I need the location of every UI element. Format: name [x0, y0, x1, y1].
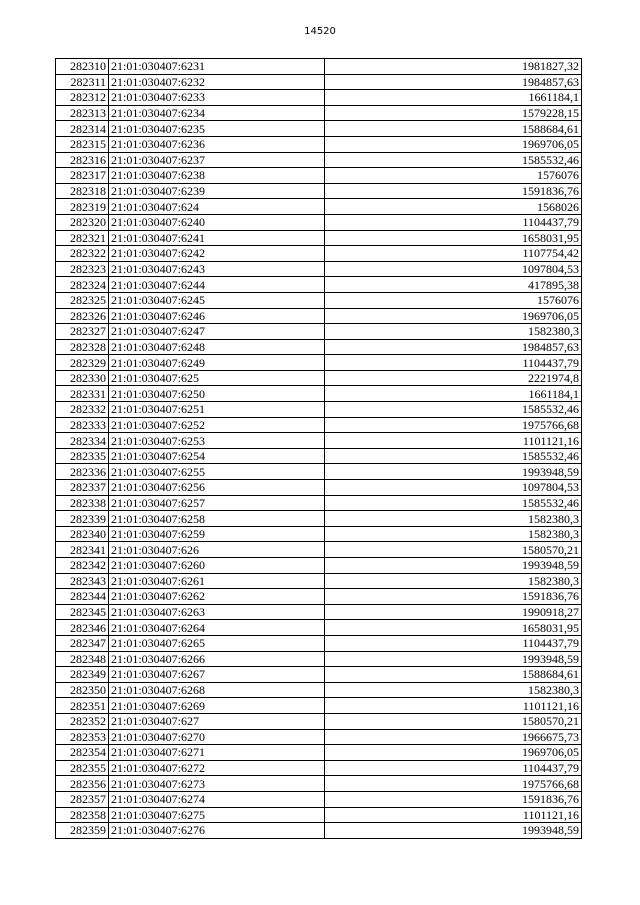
cadastral-number: 21:01:030407:6245: [109, 292, 325, 308]
table-row: [56, 121, 582, 137]
row-number: 282343: [56, 573, 109, 589]
row-number: 282327: [56, 324, 109, 340]
cadastral-number: 21:01:030407:6248: [109, 339, 325, 355]
cadastral-number: 21:01:030407:6247: [109, 324, 325, 340]
cadastral-number: 21:01:030407:6258: [109, 511, 325, 527]
row-number: 282341: [56, 542, 109, 558]
cadastral-value: 1097804,53: [325, 480, 582, 496]
cadastral-number: 21:01:030407:6260: [109, 558, 325, 574]
cadastral-number: 21:01:030407:6251: [109, 402, 325, 418]
row-number: 282331: [56, 386, 109, 402]
table-row: [56, 136, 582, 152]
cadastral-value: 1107754,42: [325, 246, 582, 262]
table-row: [56, 667, 582, 683]
table-row: [56, 651, 582, 667]
table-row: [56, 90, 582, 106]
cadastral-value: 1661184,1: [325, 90, 582, 106]
table-row: [56, 511, 582, 527]
cadastral-value: 1990918,27: [325, 604, 582, 620]
cadastral-number: 21:01:030407:6255: [109, 464, 325, 480]
table-row: [56, 74, 582, 90]
row-number: 282340: [56, 526, 109, 542]
cadastral-value: 1582380,3: [325, 573, 582, 589]
cadastral-number: 21:01:030407:6265: [109, 635, 325, 651]
cadastral-number: 21:01:030407:6264: [109, 620, 325, 636]
row-number: 282319: [56, 199, 109, 215]
cadastral-number: 21:01:030407:6234: [109, 105, 325, 121]
cadastral-number: 21:01:030407:6256: [109, 480, 325, 496]
cadastral-number: 21:01:030407:6268: [109, 682, 325, 698]
row-number: 282335: [56, 448, 109, 464]
row-number: 282316: [56, 152, 109, 168]
cadastral-value: 1981827,32: [325, 59, 582, 75]
cadastral-number: 21:01:030407:6262: [109, 589, 325, 605]
row-number: 282338: [56, 495, 109, 511]
cadastral-number: 21:01:030407:6241: [109, 230, 325, 246]
row-number: 282311: [56, 74, 109, 90]
cadastral-number: 21:01:030407:6276: [109, 823, 325, 839]
cadastral-number: 21:01:030407:6272: [109, 760, 325, 776]
table-row: [56, 791, 582, 807]
table-row: [56, 324, 582, 340]
cadastral-value: 1576076: [325, 168, 582, 184]
cadastral-number: 21:01:030407:6266: [109, 651, 325, 667]
table-row: [56, 823, 582, 839]
cadastral-number: 21:01:030407:6263: [109, 604, 325, 620]
cadastral-value: 1966675,73: [325, 729, 582, 745]
cadastral-value: 1576076: [325, 292, 582, 308]
cadastral-value: 1661184,1: [325, 386, 582, 402]
cadastral-value: 1975766,68: [325, 776, 582, 792]
cadastral-number: 21:01:030407:6252: [109, 417, 325, 433]
cadastral-number: 21:01:030407:6250: [109, 386, 325, 402]
cadastral-value: 417895,38: [325, 277, 582, 293]
cadastral-value: 1975766,68: [325, 417, 582, 433]
table-row: [56, 214, 582, 230]
row-number: 282354: [56, 745, 109, 761]
cadastral-number: 21:01:030407:6269: [109, 698, 325, 714]
row-number: 282348: [56, 651, 109, 667]
cadastral-value: 1580570,21: [325, 542, 582, 558]
cadastral-value: 1969706,05: [325, 308, 582, 324]
row-number: 282329: [56, 355, 109, 371]
cadastral-value: 1591836,76: [325, 791, 582, 807]
cadastral-number: 21:01:030407:6233: [109, 90, 325, 106]
row-number: 282345: [56, 604, 109, 620]
cadastral-number: 21:01:030407:6240: [109, 214, 325, 230]
cadastral-value: 1591836,76: [325, 183, 582, 199]
row-number: 282325: [56, 292, 109, 308]
row-number: 282328: [56, 339, 109, 355]
table-body: [56, 59, 582, 839]
cadastral-value: 1582380,3: [325, 324, 582, 340]
cadastral-number: 21:01:030407:6249: [109, 355, 325, 371]
table-row: [56, 448, 582, 464]
table-row: [56, 339, 582, 355]
cadastral-value: 1993948,59: [325, 464, 582, 480]
cadastral-number: 21:01:030407:6267: [109, 667, 325, 683]
row-number: 282346: [56, 620, 109, 636]
row-number: 282355: [56, 760, 109, 776]
table-row: [56, 433, 582, 449]
row-number: 282330: [56, 370, 109, 386]
cadastral-number: 21:01:030407:6239: [109, 183, 325, 199]
row-number: 282350: [56, 682, 109, 698]
table-row: [56, 246, 582, 262]
table-row: [56, 308, 582, 324]
table-row: [56, 370, 582, 386]
row-number: 282312: [56, 90, 109, 106]
row-number: 282349: [56, 667, 109, 683]
table-row: [56, 776, 582, 792]
cadastral-value: 1582380,3: [325, 682, 582, 698]
row-number: 282336: [56, 464, 109, 480]
row-number: 282317: [56, 168, 109, 184]
cadastral-value: 1993948,59: [325, 651, 582, 667]
cadastral-value: 1588684,61: [325, 121, 582, 137]
table-row: [56, 760, 582, 776]
cadastral-number: 21:01:030407:6254: [109, 448, 325, 464]
table-row: [56, 292, 582, 308]
cadastral-value: 1568026: [325, 199, 582, 215]
cadastral-value: 1104437,79: [325, 214, 582, 230]
page-number: 14520: [304, 26, 336, 37]
cadastral-number: 21:01:030407:6232: [109, 74, 325, 90]
cadastral-value: 1101121,16: [325, 433, 582, 449]
cadastral-value: 1588684,61: [325, 667, 582, 683]
row-number: 282326: [56, 308, 109, 324]
row-number: 282351: [56, 698, 109, 714]
cadastral-value: 1969706,05: [325, 136, 582, 152]
row-number: 282332: [56, 402, 109, 418]
row-number: 282359: [56, 823, 109, 839]
table-row: [56, 105, 582, 121]
cadastral-number: 21:01:030407:6237: [109, 152, 325, 168]
cadastral-value: 2221974,8: [325, 370, 582, 386]
cadastral-number: 21:01:030407:6243: [109, 261, 325, 277]
table-row: [56, 620, 582, 636]
table-row: [56, 152, 582, 168]
cadastral-number: 21:01:030407:6253: [109, 433, 325, 449]
row-number: 282344: [56, 589, 109, 605]
row-number: 282352: [56, 713, 109, 729]
cadastral-number: 21:01:030407:627: [109, 713, 325, 729]
table-row: [56, 542, 582, 558]
row-number: 282347: [56, 635, 109, 651]
cadastral-value: 1579228,15: [325, 105, 582, 121]
row-number: 282358: [56, 807, 109, 823]
cadastral-value: 1104437,79: [325, 355, 582, 371]
cadastral-number: 21:01:030407:6238: [109, 168, 325, 184]
table-row: [56, 698, 582, 714]
cadastral-value-table: [55, 58, 582, 839]
cadastral-value: 1101121,16: [325, 807, 582, 823]
row-number: 282313: [56, 105, 109, 121]
cadastral-value: 1582380,3: [325, 526, 582, 542]
cadastral-number: 21:01:030407:6274: [109, 791, 325, 807]
table-row: [56, 168, 582, 184]
cadastral-number: 21:01:030407:6231: [109, 59, 325, 75]
row-number: 282318: [56, 183, 109, 199]
cadastral-value: 1585532,46: [325, 402, 582, 418]
row-number: 282321: [56, 230, 109, 246]
cadastral-value: 1585532,46: [325, 448, 582, 464]
cadastral-number: 21:01:030407:6242: [109, 246, 325, 262]
cadastral-value: 1984857,63: [325, 74, 582, 90]
table-row: [56, 745, 582, 761]
table-row: [56, 277, 582, 293]
row-number: 282333: [56, 417, 109, 433]
cadastral-value: 1658031,95: [325, 230, 582, 246]
cadastral-value: 1969706,05: [325, 745, 582, 761]
cadastral-value: 1993948,59: [325, 823, 582, 839]
cadastral-number: 21:01:030407:6259: [109, 526, 325, 542]
cadastral-number: 21:01:030407:626: [109, 542, 325, 558]
table-row: [56, 589, 582, 605]
table-row: [56, 59, 582, 75]
row-number: 282324: [56, 277, 109, 293]
table-row: [56, 183, 582, 199]
cadastral-number: 21:01:030407:6261: [109, 573, 325, 589]
cadastral-value: 1101121,16: [325, 698, 582, 714]
cadastral-number: 21:01:030407:6236: [109, 136, 325, 152]
cadastral-number: 21:01:030407:6270: [109, 729, 325, 745]
cadastral-number: 21:01:030407:6275: [109, 807, 325, 823]
cadastral-value: 1591836,76: [325, 589, 582, 605]
table-row: [56, 199, 582, 215]
table-row: [56, 261, 582, 277]
row-number: 282314: [56, 121, 109, 137]
row-number: 282339: [56, 511, 109, 527]
cadastral-value: 1104437,79: [325, 760, 582, 776]
cadastral-value: 1658031,95: [325, 620, 582, 636]
row-number: 282323: [56, 261, 109, 277]
table-row: [56, 495, 582, 511]
cadastral-number: 21:01:030407:6246: [109, 308, 325, 324]
cadastral-value: 1585532,46: [325, 152, 582, 168]
table-row: [56, 464, 582, 480]
row-number: 282334: [56, 433, 109, 449]
cadastral-number: 21:01:030407:6244: [109, 277, 325, 293]
table-row: [56, 402, 582, 418]
cadastral-number: 21:01:030407:6257: [109, 495, 325, 511]
cadastral-value: 1582380,3: [325, 511, 582, 527]
cadastral-value: 1984857,63: [325, 339, 582, 355]
cadastral-number: 21:01:030407:624: [109, 199, 325, 215]
table-row: [56, 558, 582, 574]
table-row: [56, 355, 582, 371]
table-row: [56, 386, 582, 402]
table-row: [56, 573, 582, 589]
cadastral-value: 1104437,79: [325, 635, 582, 651]
table-row: [56, 682, 582, 698]
table-row: [56, 713, 582, 729]
row-number: 282320: [56, 214, 109, 230]
row-number: 282310: [56, 59, 109, 75]
table-row: [56, 526, 582, 542]
table-row: [56, 635, 582, 651]
table-row: [56, 480, 582, 496]
row-number: 282356: [56, 776, 109, 792]
table-row: [56, 604, 582, 620]
row-number: 282322: [56, 246, 109, 262]
row-number: 282337: [56, 480, 109, 496]
cadastral-value: 1585532,46: [325, 495, 582, 511]
cadastral-value: 1097804,53: [325, 261, 582, 277]
cadastral-number: 21:01:030407:6273: [109, 776, 325, 792]
cadastral-number: 21:01:030407:6235: [109, 121, 325, 137]
row-number: 282315: [56, 136, 109, 152]
cadastral-value: 1993948,59: [325, 558, 582, 574]
row-number: 282353: [56, 729, 109, 745]
table-row: [56, 230, 582, 246]
table-row: [56, 417, 582, 433]
row-number: 282342: [56, 558, 109, 574]
cadastral-number: 21:01:030407:625: [109, 370, 325, 386]
cadastral-number: 21:01:030407:6271: [109, 745, 325, 761]
table-row: [56, 807, 582, 823]
table-row: [56, 729, 582, 745]
cadastral-value: 1580570,21: [325, 713, 582, 729]
row-number: 282357: [56, 791, 109, 807]
